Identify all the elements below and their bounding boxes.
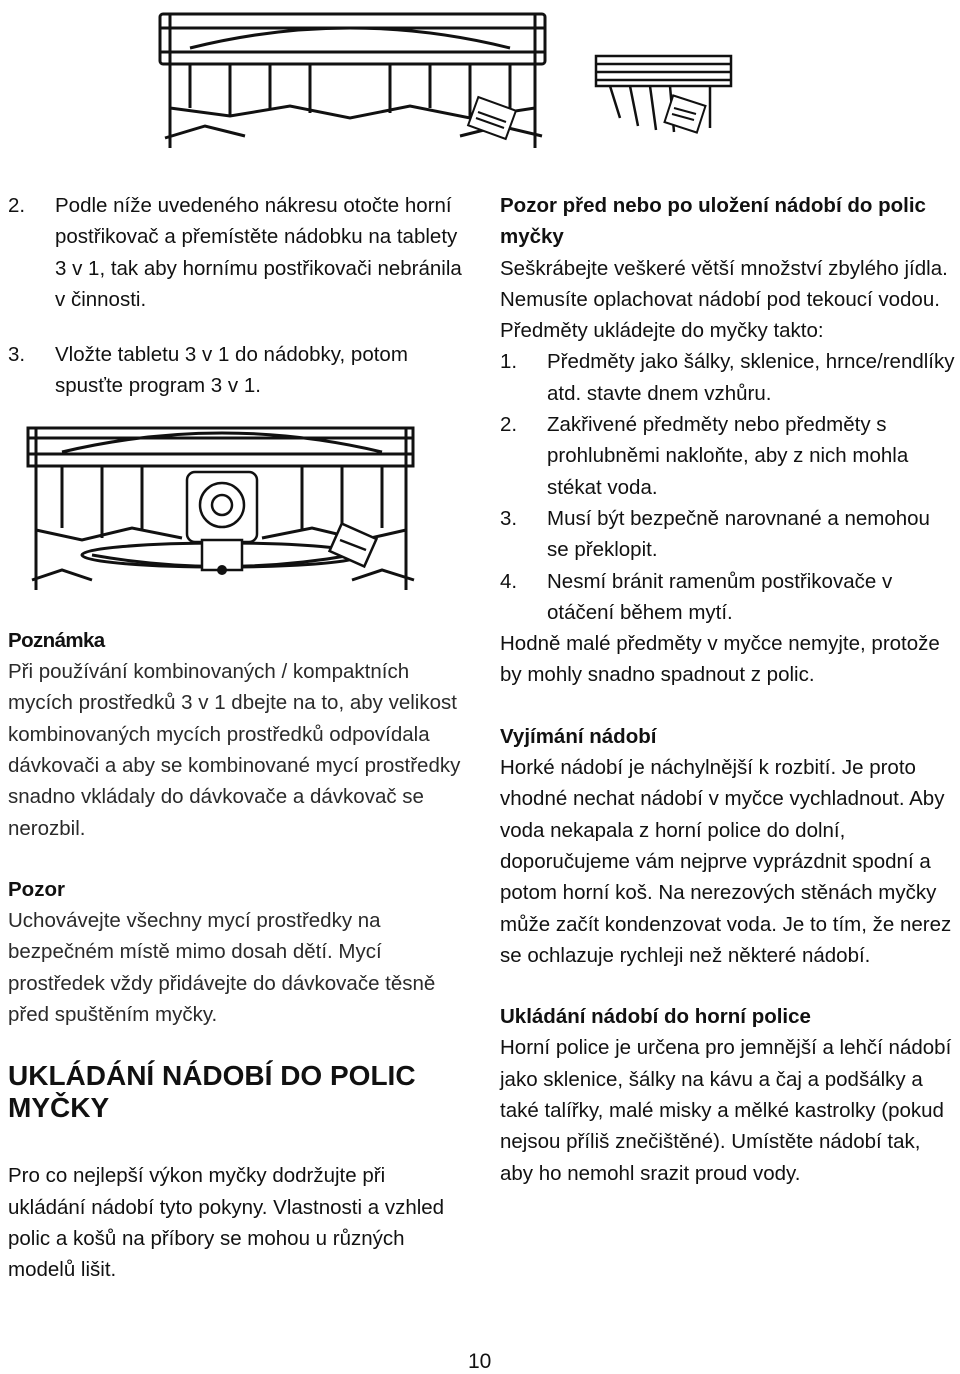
- unloading-body: Horké nádobí je náchylnější k rozbití. Je proto vhodné nechat nádobí v myčce vychladnout. Aby voda nekapala z horní police do dolní, doporučujeme vám nejprve vyprázdnit spodní a potom horní koš. Na nerezových stěnách myčky může začít kondenzovat voda. Je to tím, že nerez se ochlazuje rychleji než některé nádobí.: [500, 756, 952, 967]
- section-intro: Pro co nejlepší výkon myčky dodržujte při ukládání nádobí tyto pokyny. Vlastnosti a vzhled polic a košů na příbory se mohou u různých modelů lišit.: [8, 1164, 445, 1282]
- step-number: 2.: [8, 194, 26, 217]
- rule-text: Předměty jako šálky, sklenice, hrnce/rendlíky atd. stavte dnem vzhůru.: [547, 350, 955, 405]
- caution-body: Uchovávejte všechny mycí prostředky na bezpečném místě mimo dosah dětí. Mycí prostředek vždy přidávejte do dávkovače těsně před spuštěním myčky.: [8, 909, 436, 1027]
- upper-rack-title: Ukládání nádobí do horní police: [500, 1005, 811, 1029]
- step-item: [8, 190, 468, 315]
- rule-text: Zakřivené předměty nebo předměty s prohlubněmi nakloňte, aby z nich mohla stékat voda.: [547, 413, 909, 499]
- upper-rack-body: Horní police je určena pro jemnější a lehčí nádobí jako sklenice, šálky na kávu a čaj a podšálky a také talířky, malé misky a mělké kastrolky (pokud nejsou příliš znečištěné). Umístěte nádobí tak, aby ho nemohl srazit proud vody.: [500, 1036, 952, 1185]
- lower-rack-illustration: [22, 420, 422, 605]
- step-text: Podle níže uvedeného nákresu otočte horní postřikovač a přemístěte nádobku na tablety 3 v 1, tak aby hornímu postřikovači nebránila v činnosti.: [55, 194, 462, 311]
- unloading-title: Vyjímání nádobí: [500, 724, 657, 748]
- basket-drawing: [590, 48, 740, 140]
- small-items-warning: Hodně malé předměty v myčce nemyjte, protože by mohly snadno spadnout z polic.: [500, 632, 940, 687]
- rule-number: 2.: [500, 413, 518, 437]
- caution-title: Pozor: [8, 877, 65, 901]
- note-body: Při používání kombinovaných / kompaktních mycích prostředků 3 v 1 dbejte na to, aby velikost kombinovaných mycích prostředků odpovídala dávkovači a aby se kombinované mycí prostředky snadno vkládaly do dávkovače a dávkovač se nerozbil.: [8, 660, 461, 840]
- loading-rule: [500, 503, 955, 566]
- before-loading-body: Seškrábejte veškeré větší množství zbylého jídla. Nemusíte oplachovat nádobí pod tekoucí vodou. Předměty ukládejte do myčky takto:: [500, 256, 948, 343]
- rack-drawing: [150, 8, 555, 158]
- right-column: [500, 190, 955, 1189]
- rack-spray-arm-drawing: [22, 420, 422, 605]
- left-column: [8, 190, 468, 1286]
- loading-rule: [500, 409, 955, 503]
- note-title: Poznámka: [8, 628, 105, 652]
- loading-rule: [500, 346, 955, 409]
- step-number: 3.: [8, 343, 26, 367]
- step-text: Vložte tabletu 3 v 1 do nádobky, potom spusťte program 3 v 1.: [55, 343, 408, 398]
- top-rack-illustration: [150, 8, 555, 158]
- rule-text: Musí být bezpečně narovnané a nemohou se překlopit.: [547, 506, 930, 562]
- rule-text: Nesmí bránit ramenům postřikovače v otáčení během mytí.: [547, 569, 893, 624]
- section-heading: UKLÁDÁNÍ NÁDOBÍ DO POLIC MYČKY: [8, 1060, 416, 1124]
- page-number: 10: [468, 1350, 492, 1373]
- rule-number: 4.: [500, 569, 518, 593]
- rule-number: 1.: [500, 350, 518, 374]
- step-item: [8, 339, 468, 402]
- loading-rule: [500, 566, 955, 629]
- rule-number: 3.: [500, 506, 518, 530]
- before-loading-title: Pozor před nebo po uložení nádobí do polic myčky: [500, 194, 926, 249]
- tablet-basket-illustration: [590, 48, 740, 140]
